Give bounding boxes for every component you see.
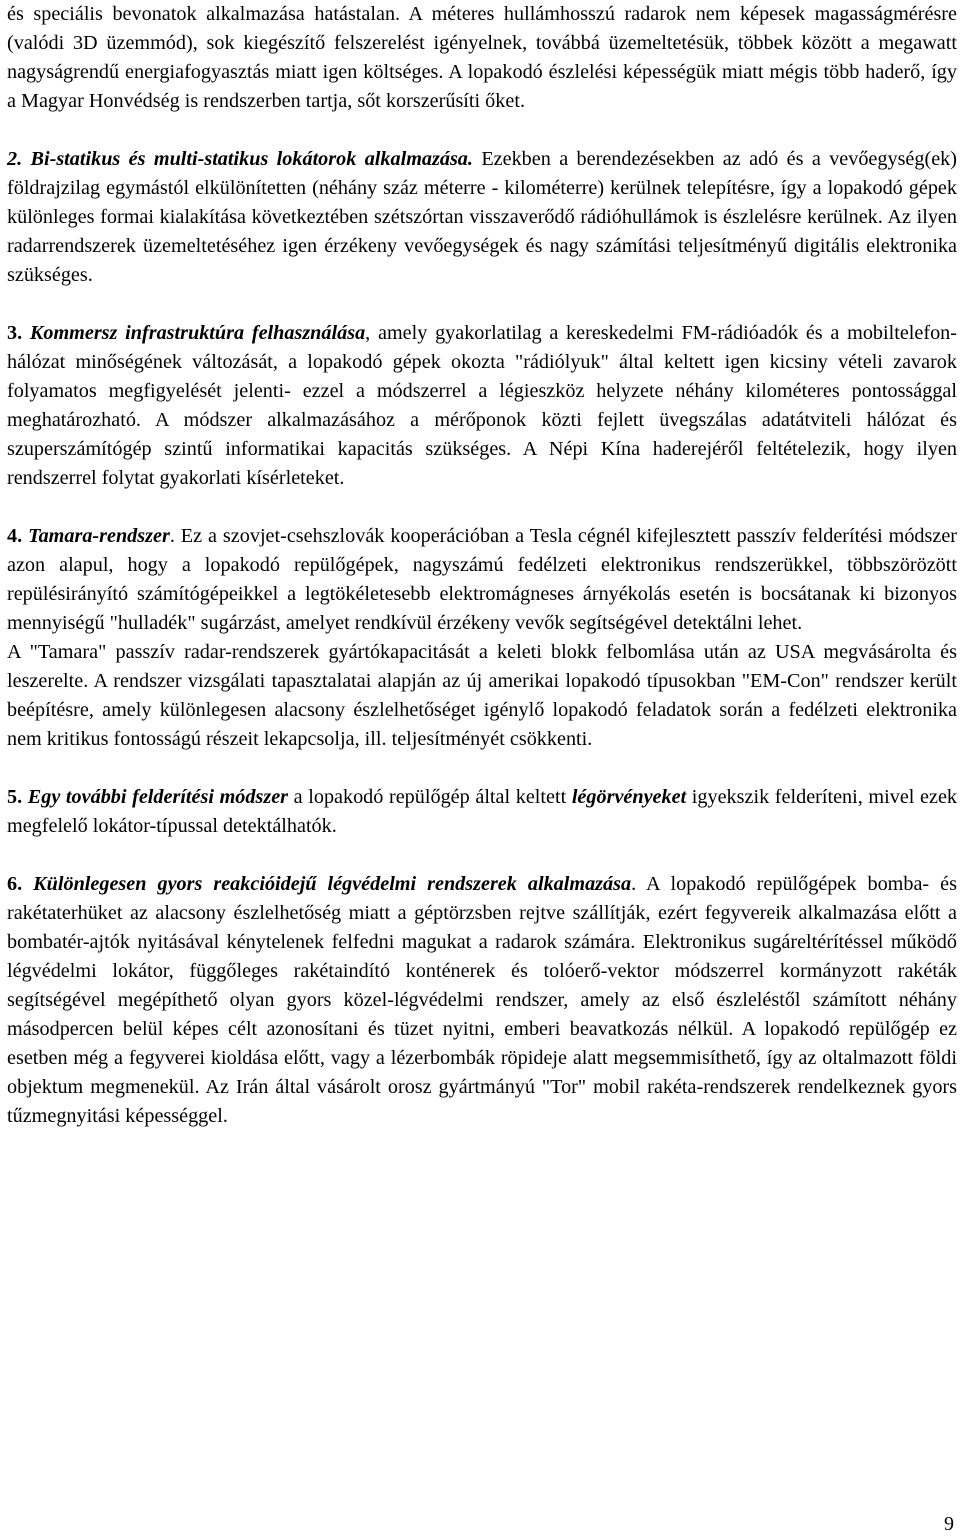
- section-6-title: Különlegesen gyors reakcióidejű légvédelmi rendszerek alkalmazása: [33, 873, 632, 895]
- section-6-body: . A lopakodó repülőgépek bomba- és rakétaterhüket az alacsony észlelhetőség miatt a géptörzsben rejtve szállítják, ezért fegyvereik alkalmazása előtt a bombatér-ajtók nyitásával kénytelenek felfedni magukat a radarok számára. Elektronikus sugáreltérítéssel működő légvédelmi lokátor, függőleges rakétaindító konténerek és tolóerő-vektor módszerrel kormányzott rakéták segítségével megépíthető olyan gyors közel-légvédelmi rendszer, amely az első észleléstől számított néhány másodpercen belül képes célt azonosítani és tüzet nyitni, emberi beavatkozás nélkül. A lopakodó repülőgép ez esetben még a fegyverei kioldása előtt, vagy a lézerbombák röpideje alatt megsemmisíthető, így az oltalmazott földi objektum megmenekül. Az Irán által vásárolt orosz gyártmányú "Tor" mobil rakéta-rendszerek rendelkeznek gyors tűzmegnyitási képességgel.: [7, 873, 957, 1127]
- section-3-paragraph: [7, 319, 957, 493]
- section-4-body-2: A "Tamara" passzív radar-rendszerek gyártókapacitását a keleti blokk felbomlása után az USA megvásárolta és leszerelte. A rendszer vizsgálati tapasztalatai alapján az új amerikai lopakodó típusokban "EM-Con" rendszer került beépítésre, amely különlegesen alacsony észlelhetőséget igénylő lopakodó feladatok során a fedélzeti elektronika nem kritikus fontosságú részeit lekapcsolja, ill. teljesítményét csökkenti.: [7, 641, 957, 750]
- section-5-paragraph: [7, 783, 957, 841]
- section-2-title: Bi-statikus és multi-statikus lokátorok alkalmazása: [30, 148, 468, 170]
- section-6-number: 6.: [7, 873, 23, 895]
- section-4-body: . Ez a szovjet-csehszlovák kooperációban a Tesla cégnél kifejlesztett passzív felderítési módszer azon alapul, hogy a lopakodó repülőgépek, nagyszámú fedélzeti elektronikus rendszerükkel, többszörözött repülésirányító számítógépeikkel a legtökéletesebb elektromágneses árnyékolás esetén is bocsátanak ki bizonyos mennyiségű "hulladék" sugárzást, amelyet rendkívül érzékeny vevők segítségével detektálni lehet.: [7, 525, 958, 634]
- section-4-paragraph: [7, 522, 957, 638]
- section-6-paragraph: [7, 870, 957, 1131]
- intro-paragraph: [7, 0, 957, 116]
- section-2-number: 2.: [7, 148, 23, 170]
- section-2-title-end: .: [467, 148, 473, 170]
- page-number: 9: [944, 1513, 954, 1535]
- document-page: [7, 0, 957, 1131]
- section-4-paragraph-2: [7, 638, 957, 754]
- section-4-title: Tamara-rendszer: [28, 525, 170, 547]
- section-5-emphasis: légörvényeket: [571, 786, 687, 808]
- section-3-body: , amely gyakorlatilag a kereskedelmi FM-rádióadók és a mobiltelefon-hálózat minőségének változását, a lopakodó gépek okozta "rádiólyuk" által keltett igen kicsiny vételi zavarok folyamatos megfigyelését jelenti- ezzel a módszerrel a légieszköz helyzete néhány kilométeres pontossággal meghatározható. A módszer alkalmazásához a mérőponok közti fejlett üvegszálas adatátviteli hálózat és szuperszámítógép szintű informatikai kapacitás szükséges. A Népi Kína haderejéről feltételezik, hogy ilyen rendszerrel folytat gyakorlati kísérleteket.: [7, 322, 957, 489]
- section-5-body-b: igyekszik felderíteni, mivel ezek megfelelő lokátor-típussal detektálhatók.: [7, 786, 958, 837]
- section-5-number: 5.: [7, 786, 23, 808]
- section-2-body: Ezekben a berendezésekben az adó és a vevőegység(ek) földrajzilag egymástól elkülönítetten (néhány száz méterre - kilométerre) kerülnek telepítésre, így a lopakodó gépek különleges formai kialakítása következtében szétszórtan visszaverődő rádióhullámok is észlelésre kerülnek. Az ilyen radarrendszerek üzemeltetéséhez igen érzékeny vevőegységek és nagy számítási teljesítményű digitális elektronika szükséges.: [7, 148, 957, 286]
- section-4-number: 4.: [7, 525, 23, 547]
- section-3-title: Kommersz infrastruktúra felhasználása: [29, 322, 366, 344]
- section-3-number: 3.: [7, 322, 23, 344]
- section-2-paragraph: [7, 145, 957, 290]
- intro-text: és speciális bevonatok alkalmazása hatástalan. A méteres hullámhosszú radarok nem képesek magasságmérésre (valódi 3D üzemmód), sok kiegészítő felszerelést igényelnek, továbbá üzemeltetésük, többek között a megawatt nagyságrendű energiafogyasztás miatt igen költséges. A lopakodó észlelési képességük miatt mégis több haderő, így a Magyar Honvédség is rendszerben tartja, sőt korszerűsíti őket.: [7, 3, 957, 112]
- section-5-title: Egy további felderítési módszer: [27, 786, 289, 808]
- section-5-body-a: a lopakodó repülőgép által keltett: [288, 786, 572, 808]
